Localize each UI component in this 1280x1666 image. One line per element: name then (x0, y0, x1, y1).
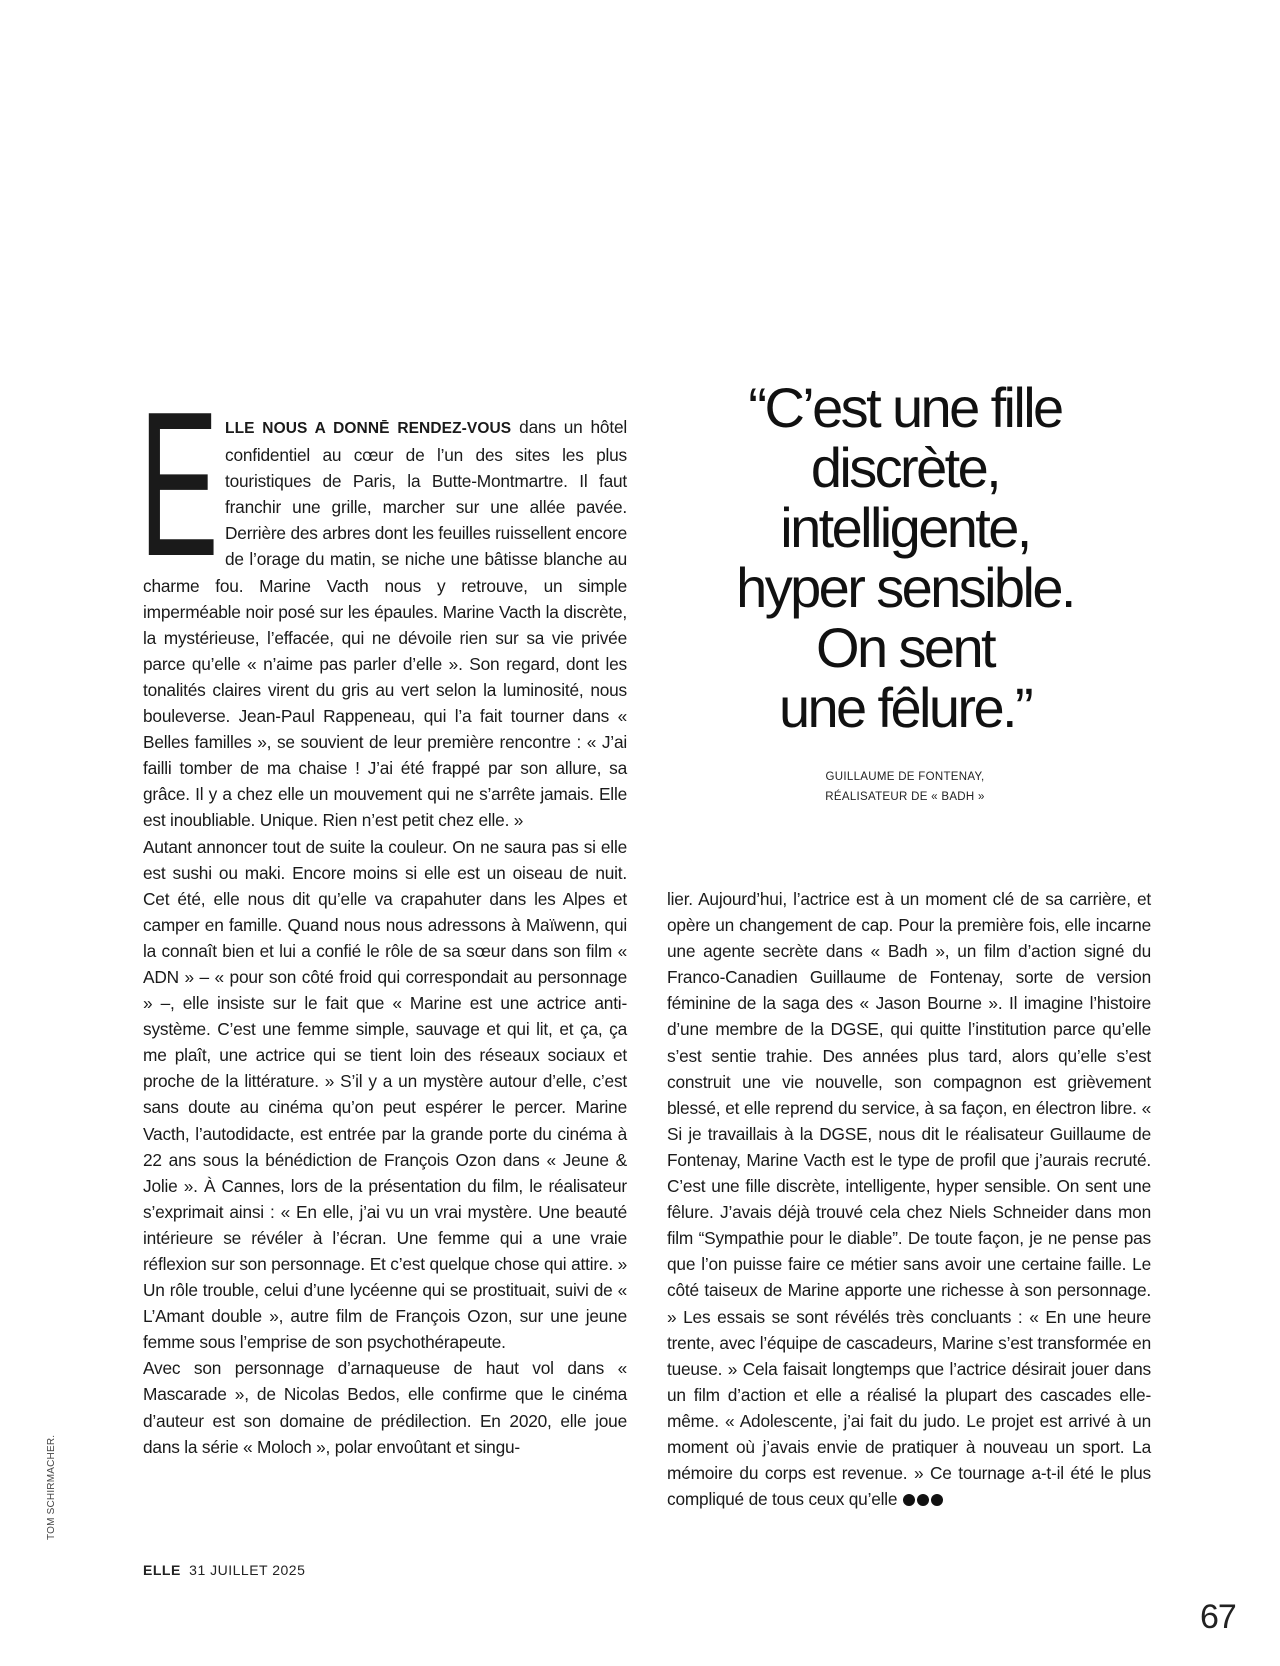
issue-date: 31 JUILLET 2025 (189, 1562, 306, 1578)
article-paragraph-2: Autant annoncer tout de suite la couleur. On ne saura pas si elle est sushi ou maki. Encore moins si elle est un oiseau de nuit. Cet été, elle nous dit qu’elle va crapahuter dans les Alpes et camper en famille. Quand nous nous adressons à Maïwenn, qui la connaît bien et lui a confié le rôle de sa sœur dans son film « ADN » – « pour son côté froid qui correspondait au personnage » –, elle insiste sur le fait que « Marine est une actrice anti-système. C’est une femme simple, sauvage et qui lit, et ça, ça me plaît, une actrice qui se tient loin des réseaux sociaux et proche de la littérature. » S’il y a un mystère autour d’elle, c’est sans doute au cinéma qu’on peut espérer le percer. Marine Vacth, l’autodidacte, est entrée par la grande porte du cinéma à 22 ans sous la bénédiction de François Ozon dans « Jeune & Jolie ». À Cannes, lors de la présentation du film, le réalisateur s’exprimait ainsi : « En elle, j’ai vu un vrai mystère. Une beauté intérieure se révéler à l’écran. Une femme qui a une vraie réflexion sur son personnage. Et c’est quelque chose qui attire. » Un rôle trouble, celui d’une lycéenne qui se prostituait, suivi de « L’Amant double », autre film de François Ozon, sur une jeune femme sous l’emprise de son psychothérapeute. (143, 836, 627, 1353)
pull-quote (690, 378, 1120, 738)
article-paragraph-4 (667, 886, 1151, 1512)
continuation-marker (903, 1486, 945, 1512)
magazine-brand: ELLE (143, 1562, 181, 1578)
lead-in: LLE NOUS A DONNĒ RENDEZ-VOUS (225, 420, 512, 437)
dot-icon (931, 1494, 943, 1506)
article-column-right (667, 886, 1151, 1512)
pull-quote-line: intelligente, (780, 496, 1030, 559)
pull-quote-line: discrète, (810, 436, 1000, 499)
article-paragraph-3: Avec son personnage d’arnaqueuse de haut vol dans « Mascarade », de Nicolas Bedos, elle confirme que le cinéma d’auteur est son domaine de prédilection. En 2020, elle joue dans la série « Moloch », polar envoûtant et singu- (143, 1358, 627, 1457)
article-paragraph-1 (139, 369, 627, 834)
drop-cap: E (139, 369, 219, 599)
page-number: 67 (1200, 1598, 1236, 1636)
quote-attribution (690, 767, 1120, 807)
quote-author-role: RÉALISATEUR DE « BADH » (825, 791, 985, 803)
dot-icon (917, 1494, 929, 1506)
paragraph-text: lier. Aujourd’hui, l’actrice est à un moment clé de sa carrière, et opère un changement de cap. Pour la première fois, elle incarne une agente secrète dans « Badh », un film d’action signé du Franco-Canadien Guillaume de Fontenay, sorte de version féminine de la saga des « Jason Bourne ». Il imagine l’histoire d’une membre de la DGSE, qui quitte l’institution parce qu’elle s’est sentie trahie. Des années plus tard, alors qu’elle s’est construit une vie nouvelle, son compagnon est grièvement blessé, et elle reprend du service, à sa façon, en électron libre. « Si je travaillais à la DGSE, nous dit le réalisateur Guillaume de Fontenay, Marine Vacth est le type de profil que j’aurais recruté. C’est une fille discrète, intelligente, hyper sensible. On sent une fêlure. J’avais déjà trouvé cela chez Niels Schneider dans mon film “Sympathie pour le diable”. De toute façon, je ne pense pas que l’on puisse faire ce métier sans avoir une certaine faille. Le côté taiseux de Marine apporte une richesse à son personnage. » Les essais se sont révélés très concluants : « En une heure trente, avec l’équipe de cascadeurs, Marine s’est transformée en tueuse. » Cela faisait longtemps que l’actrice désirait jouer dans un film d’action et elle a réalisé la plupart des cascades elle-même. « Adolescente, j’ai fait du judo. Le projet est arrivé à un moment où j’avais envie de pratiquer à nouveau un sport. La mémoire du corps est revenue. » Ce tournage a-t-il été le plus compliqué de tous ceux qu’elle (667, 889, 1151, 1510)
page-footer (143, 1562, 305, 1578)
pull-quote-line: On sent (816, 616, 994, 679)
pull-quote-line: une fêlure.” (778, 676, 1032, 739)
paragraph-text: dans un hôtel confidentiel au cœur de l’un des sites les plus touristiques de Paris, la Butte-Montmartre. Il faut franchir une grille, marcher sur une allée pavée. Derrière des arbres dont les feuilles ruissellent encore de l’orage du matin, se niche une bâtisse blanche au charme fou. Marine Vacth nous y retrouve, un simple imperméable noir posé sur les épaules. Marine Vacth la discrète, la mystérieuse, l’effacée, qui ne dévoile rien sur sa vie privée parce qu’elle « n’aime pas parler d’elle ». Son regard, dont les tonalités claires virent du gris au vert selon la luminosité, nous bouleverse. Jean-Paul Rappeneau, qui l’a fait tourner dans « Belles familles », se souvient de leur première rencontre : « J’ai failli tomber de ma chaise ! J’ai été frappé par son allure, sa grâce. Il y a chez elle un mouvement qui ne s’arrête jamais. Elle est inoubliable. Unique. Rien n’est petit chez elle. » (143, 417, 627, 831)
quote-author: GUILLAUME DE FONTENAY, (825, 771, 985, 783)
dot-icon (903, 1494, 915, 1506)
article-column-left (139, 369, 627, 1460)
pull-quote-line: “C’est une fille (748, 376, 1062, 439)
pull-quote-line: hyper sensible. (736, 556, 1074, 619)
photo-credit: TOM SCHIRMACHER. (46, 1434, 57, 1540)
